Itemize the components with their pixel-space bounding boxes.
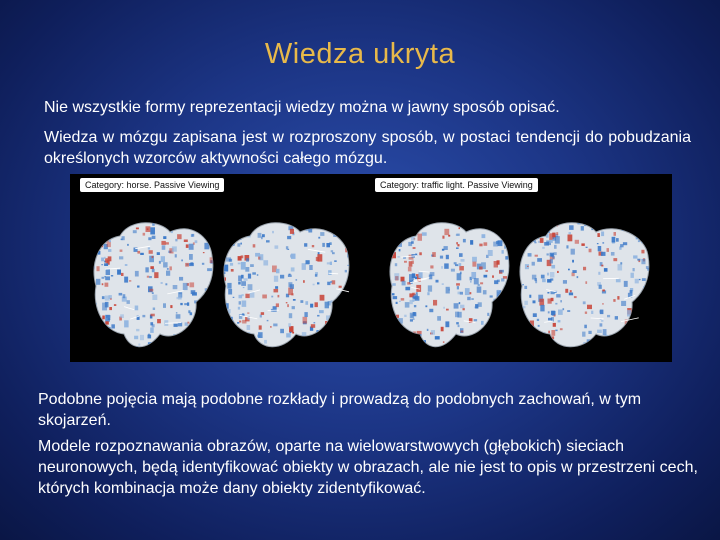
brain-maps-svg (70, 174, 672, 362)
figure-label-traffic-light: Category: traffic light. Passive Viewing (375, 178, 538, 192)
paragraph-similar-concepts: Podobne pojęcia mają podobne rozkłady i prowadzą do podobnych zachowań, w tym skojarzeń. (38, 391, 642, 429)
figure-label-horse: Category: horse. Passive Viewing (80, 178, 224, 192)
flatmap-right-hemisphere-1 (221, 216, 355, 356)
paragraph-image-recognition-models: Modele rozpoznawania obrazów, oparte na wielowarstwowych (głębokich) sieciach neuronowych, będą identyfikować obiekty w obrazach, ale nie jest to opis w przestrzeni cech, których kombinacja może dany obiekty zidentyfikować. (38, 438, 698, 497)
flatmap-left-hemisphere-2 (386, 217, 516, 358)
flatmap-left-hemisphere-1 (90, 216, 220, 354)
slide-title: Wiedza ukryta (264, 38, 456, 70)
flatmap-outline (390, 223, 509, 347)
paragraph-distributed-knowledge: Wiedza w mózgu zapisana jest w rozproszony sposób, w postaci tendencji do pobudzania określonych wzorców aktywności całego mózgu. (44, 129, 691, 167)
brain-activation-figure (70, 174, 672, 362)
paragraph-tacit-knowledge-intro: Nie wszystkie formy reprezentacji wiedzy można w jawny sposób opisać. (44, 99, 560, 116)
flatmap-right-hemisphere-2 (517, 216, 656, 356)
